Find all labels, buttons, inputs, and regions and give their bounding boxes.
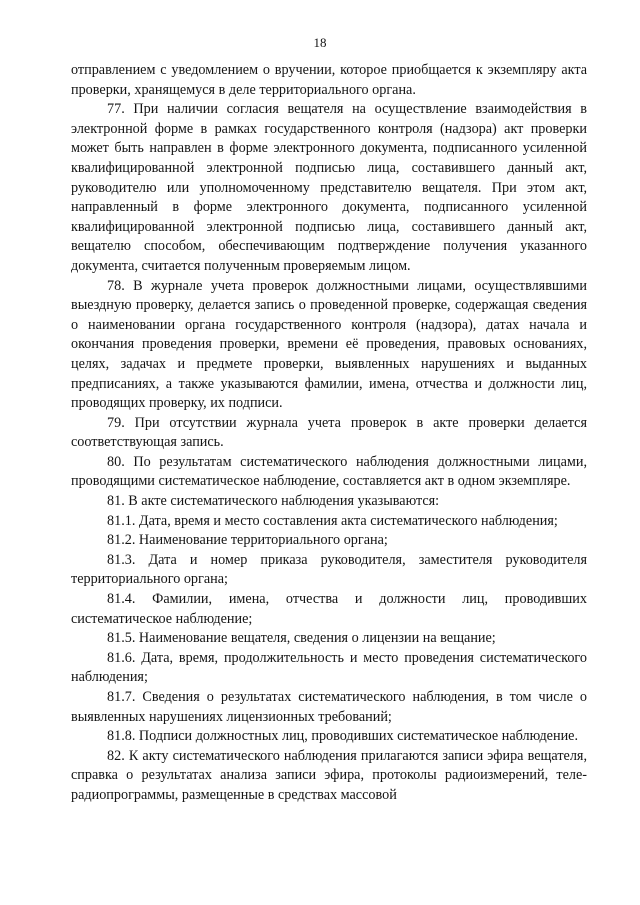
paragraph-81-7: 81.7. Сведения о результатах систематического наблюдения, в том числе о выявленных нарушениях лицензионных требований; [71, 689, 587, 725]
paragraph-81-4: 81.4. Фамилии, имена, отчества и должности лиц, проводивших систематическое наблюдение; [71, 591, 587, 627]
document-body [71, 61, 587, 806]
paragraph-81: 81. В акте систематического наблюдения указываются: [107, 493, 440, 510]
paragraph-81-8: 81.8. Подписи должностных лиц, проводивших систематическое наблюдение. [107, 728, 579, 745]
paragraph-81-3: 81.3. Дата и номер приказа руководителя, заместителя руководителя территориального органа; [71, 551, 587, 588]
paragraph-81-1: 81.1. Дата, время и место составления акта систематического наблюдения; [107, 512, 558, 529]
paragraph-77: 77. При наличии согласия вещателя на осуществление взаимодействия в электронной форме в рамках государственного контроля (надзора) акт проверки может быть направлен в форме электронного документа, подписанного усиленной квалифицированной электронной подписью лица, составившего данный акт, руководителю или уполномоченному представителю вещателя. При этом акт, направленный в форме электронного документа, подписанного усиленной квалифицированной электронной подписью лица, составившего данный акт, вещателю способом, обеспечивающим подтверждение получения указанного документа, считается полученным проверяемым лицом. [71, 101, 587, 274]
paragraph-81-6: 81.6. Дата, время, продолжительность и место проведения систематического наблюдения; [71, 649, 587, 686]
paragraph-82: 82. К акту систематического наблюдения прилагаются записи эфира вещателя, справка о результатах анализа записи эфира, протоколы радиоизмерений, теле-радиопрограммы, размещенные в средствах массовой [71, 747, 587, 803]
paragraph-81-5: 81.5. Наименование вещателя, сведения о лицензии на вещание; [107, 630, 496, 647]
page-number: 18 [313, 35, 327, 50]
paragraph-81-2: 81.2. Наименование территориального органа; [107, 532, 388, 549]
paragraph-78: 78. В журнале учета проверок должностными лицами, осуществлявшими выездную проверку, делается запись о проведенной проверке, содержащая сведения о наименовании органа государственного контроля (надзора), датах начала и окончания проведения проверки, времени её проведения, правовых основаниях, целях, задачах и предмете проверки, выявленных нарушениях и выданных предписаниях, а также указываются фамилии, имена, отчества и должности лиц, проводящих проверку, их подписи. [71, 277, 587, 412]
paragraph-79: 79. При отсутствии журнала учета проверок в акте проверки делается соответствующая запись. [71, 414, 587, 451]
paragraph-80: 80. По результатам систематического наблюдения должностными лицами, проводящими систематическое наблюдение, составляется акт в одном экземпляре. [71, 453, 587, 490]
paragraph-continuation: отправлением с уведомлением о вручении, которое приобщается к экземпляру акта проверки, хранящемуся в деле территориального органа. [71, 62, 587, 98]
